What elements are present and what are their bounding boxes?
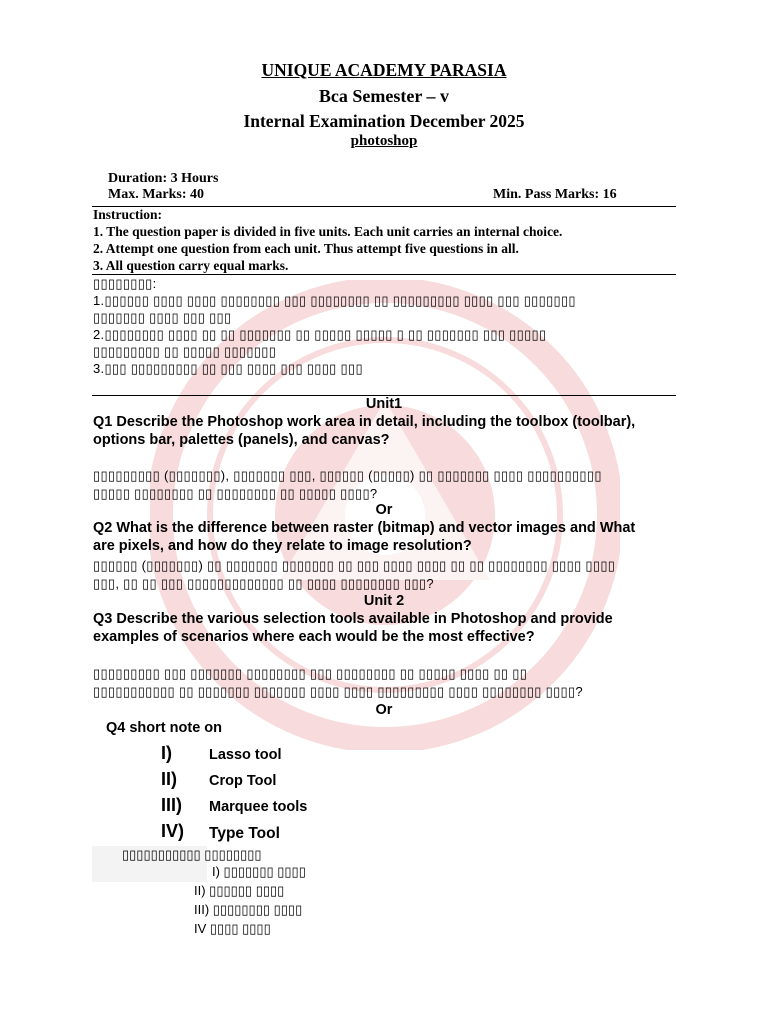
- instruction-item: 1. The question paper is divided in five units. Each unit carries an internal choice.: [93, 224, 563, 239]
- unit-1-heading: Unit1: [365, 396, 403, 412]
- question-2: Q2 What is the difference between raster (bitmap) and vector images and What: [93, 520, 636, 536]
- question-1: options bar, palettes (panels), and canvas?: [93, 432, 390, 448]
- or-separator: Or: [375, 702, 393, 718]
- institute-title: UNIQUE ACADEMY PARASIA: [261, 60, 507, 80]
- min-pass-marks: Min. Pass Marks: 16: [493, 187, 617, 202]
- question-3-hindi: ▯▯▯▯▯▯▯▯▯ ▯▯▯ ▯▯▯▯▯▯▯ ▯▯▯▯▯▯▯▯ ▯▯▯ ▯▯▯▯▯▯▯▯ ▯▯ ▯▯▯▯▯ ▯▯▯▯ ▯▯ ▯▯: [93, 666, 528, 681]
- max-marks: Max. Marks: 40: [108, 187, 205, 202]
- hindi-instruction-line: 3.▯▯▯ ▯▯▯▯▯▯▯▯▯ ▯▯ ▯▯▯ ▯▯▯▯ ▯▯▯ ▯▯▯▯ ▯▯▯: [93, 361, 363, 376]
- divider: [92, 274, 676, 275]
- subject-heading: photoshop: [350, 133, 418, 149]
- semester-heading: Bca Semester – v: [318, 86, 450, 106]
- question-1: Q1 Describe the Photoshop work area in detail, including the toolbox (toolbar),: [93, 414, 636, 430]
- question-2-hindi: ▯▯▯▯▯▯ (▯▯▯▯▯▯▯) ▯▯ ▯▯▯▯▯▯▯ ▯▯▯▯▯▯▯ ▯▯ ▯▯▯ ▯▯▯▯ ▯▯▯▯ ▯▯ ▯▯ ▯▯▯▯▯▯▯▯ ▯▯▯▯ ▯▯▯▯: [93, 558, 616, 573]
- hindi-instruction-line: ▯▯▯▯▯▯▯▯▯ ▯▯ ▯▯▯▯▯ ▯▯▯▯▯▯▯: [93, 344, 277, 359]
- question-4-hindi-heading: ▯▯▯▯▯▯▯▯▯▯▯ ▯▯▯▯▯▯▯▯: [122, 847, 262, 862]
- q4-item-number: III): [161, 795, 182, 815]
- duration: Duration: 3 Hours: [108, 171, 219, 186]
- instruction-item: 3. All question carry equal marks.: [93, 258, 289, 273]
- question-4-hindi-item: III) ▯▯▯▯▯▯▯▯ ▯▯▯▯: [194, 902, 303, 917]
- hindi-instruction-heading: ▯▯▯▯▯▯▯▯:: [93, 276, 157, 291]
- question-4-hindi-item: IV ▯▯▯▯ ▯▯▯▯: [194, 921, 271, 936]
- question-2-hindi: ▯▯▯, ▯▯ ▯▯ ▯▯▯ ▯▯▯▯▯▯▯▯▯▯▯▯▯ ▯▯ ▯▯▯▯ ▯▯▯▯▯▯▯▯ ▯▯▯?: [93, 576, 434, 591]
- q4-item-label: Marquee tools: [209, 799, 308, 815]
- question-3-hindi: ▯▯▯▯▯▯▯▯▯▯▯ ▯▯ ▯▯▯▯▯▯▯ ▯▯▯▯▯▯▯ ▯▯▯▯ ▯▯▯▯ ▯▯▯▯▯▯▯▯▯ ▯▯▯▯ ▯▯▯▯▯▯▯▯ ▯▯▯▯?: [93, 684, 583, 699]
- question-2: are pixels, and how do they relate to image resolution?: [93, 538, 472, 554]
- q4-item-number: IV): [161, 821, 185, 841]
- question-4-hindi-item: II) ▯▯▯▯▯▯ ▯▯▯▯: [194, 883, 285, 898]
- question-1-hindi: ▯▯▯▯▯ ▯▯▯▯▯▯▯▯ ▯▯ ▯▯▯▯▯▯▯▯ ▯▯ ▯▯▯▯▯ ▯▯▯▯?: [93, 486, 378, 501]
- question-3: examples of scenarios where each would be the most effective?: [93, 629, 535, 645]
- or-separator: Or: [375, 502, 393, 518]
- instruction-item: 2. Attempt one question from each unit. Thus attempt five questions in all.: [93, 241, 519, 256]
- hindi-instruction-line: 1.▯▯▯▯▯▯ ▯▯▯▯ ▯▯▯▯ ▯▯▯▯▯▯▯▯ ▯▯▯ ▯▯▯▯▯▯▯▯ ▯▯ ▯▯▯▯▯▯▯▯▯ ▯▯▯▯ ▯▯▯ ▯▯▯▯▯▯▯: [93, 293, 576, 308]
- hindi-instruction-line: ▯▯▯▯▯▯▯ ▯▯▯▯ ▯▯▯ ▯▯▯: [93, 310, 232, 325]
- question-4: Q4 short note on: [106, 720, 222, 736]
- question-3: Q3 Describe the various selection tools available in Photoshop and provide: [93, 611, 613, 627]
- q4-item-label: Lasso tool: [209, 747, 282, 763]
- q4-item-label: Type Tool: [209, 825, 280, 842]
- hindi-instruction-line: 2.▯▯▯▯▯▯▯▯ ▯▯▯▯ ▯▯ ▯▯ ▯▯▯▯▯▯▯ ▯▯ ▯▯▯▯▯ ▯▯▯▯▯ ▯ ▯▯ ▯▯▯▯▯▯▯ ▯▯▯ ▯▯▯▯▯: [93, 327, 547, 342]
- q4-item-number: II): [161, 769, 177, 789]
- question-1-hindi: ▯▯▯▯▯▯▯▯▯ (▯▯▯▯▯▯▯), ▯▯▯▯▯▯▯ ▯▯▯, ▯▯▯▯▯▯ (▯▯▯▯▯) ▯▯ ▯▯▯▯▯▯▯ ▯▯▯▯ ▯▯▯▯▯▯▯▯▯▯: [93, 468, 602, 483]
- question-4-hindi-item: I) ▯▯▯▯▯▯▯ ▯▯▯▯: [212, 864, 306, 879]
- instruction-heading: Instruction:: [93, 207, 163, 222]
- unit-2-heading: Unit 2: [363, 593, 405, 609]
- q4-item-label: Crop Tool: [209, 773, 277, 789]
- q4-item-number: I): [161, 743, 172, 763]
- exam-heading: Internal Examination December 2025: [243, 111, 525, 131]
- divider: [92, 206, 676, 207]
